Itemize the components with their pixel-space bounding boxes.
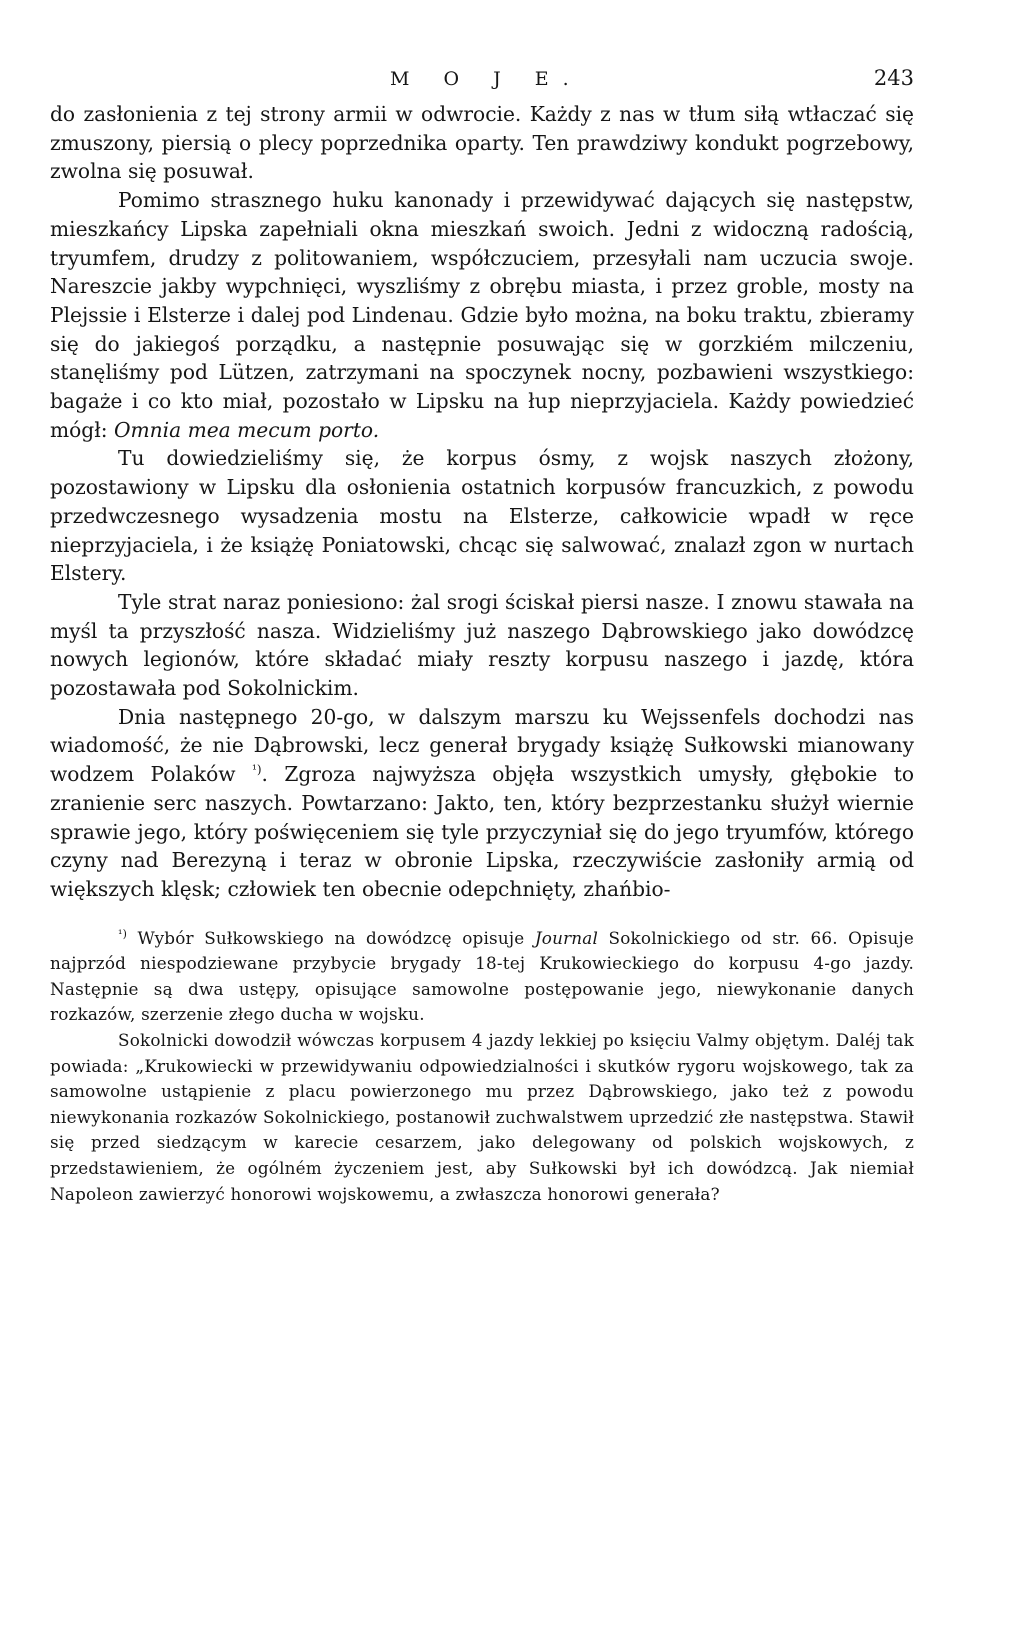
footnote-text-tail: Sokolnickiego od str. 66. Opisuje najprzód niespodziewane przybycie brygady 18-tej Krukowieckiego do korpusu 4-go jazdy. Następnie są dwa ustępy, opisujące samowolne postępowanie jego, niewykonanie danych rozkazów, szerzenie złego ducha w wojsku. [50, 927, 914, 1025]
book-page [50, 60, 914, 1207]
page-header [50, 60, 914, 100]
paragraph [50, 100, 914, 186]
paragraph [50, 703, 914, 904]
footnote-text: Sokolnicki dowodził wówczas korpusem 4 jazdy lekkiej po księciu Valmy objętym. Daléj tak powiada: „Krukowiecki w przewidywaniu odpowiedzialności i skutków rygoru wojskowego, tak za samowolne ustąpienie z placu powierzonego mu przez Dąbrowskiego, jako też z powodu niewykonania rozkazów Sokolnickiego, postanowił zuchwalstwem uprzedzić złe następstwa. Stawił się przed siedzącym w karecie cesarzem, jako delegowany od polskich wojskowych, z przedstawieniem, że ogólném życzeniem jest, aby Sułkowski był ich dowódzcą. Jak niemiał Napoleon zawierzyć honorowi wojskowemu, a zwłaszcza honorowi generała? [50, 1030, 914, 1204]
page-number: 243 [873, 66, 914, 90]
paragraph [50, 186, 914, 444]
running-head: M O J E. [390, 68, 583, 90]
footnote-mark: ¹) [118, 927, 128, 941]
paragraph-text-tail: . Zgroza najwyższa objęła wszystkich umysły, głębokie to zranienie serc naszych. Powtarzano: Jakto, ten, który bezprzestanku służył wiernie sprawie jego, który poświęceniem się tyle przyczyniał się do jego tryumfów, którego czyny nad Berezyną i teraz w obronie Lipska, rzeczywiście zasłoniły armią od większych klęsk; człowiek ten obecnie odepchnięty, zhańbio- [50, 762, 914, 901]
footnote-continuation [50, 1028, 914, 1207]
paragraph-text: Pomimo strasznego huku kanonady i przewidywać dających się następstw, mieszkańcy Lipska zapełniali okna mieszkań swoich. Jedni z widoczną radością, tryumfem, drudzy z politowaniem, współczuciem, przesyłali nam uczucia swoje. Nareszcie jakby wypchnięci, wyszliśmy z obrębu miasta, i przez groble, mosty na Plejssie i Elsterze i dalej pod Lindenau. Gdzie było można, na boku traktu, zbieramy się do jakiegoś porządku, a następnie posuwając się w gorzkiém milczeniu, stanęliśmy pod Lützen, zatrzymani na spoczynek nocny, pozbawieni wszystkiego: bagaże i co kto miał, pozostało w Lipsku na łup nieprzyjaciela. Każdy powiedzieć mógł: [50, 188, 914, 442]
paragraph-text: do zasłonienia z tej strony armii w odwrocie. Każdy z nas w tłum siłą wtłaczać się zmuszony, piersią o plecy poprzednika oparty. Ten prawdziwy kondukt pogrzebowy, zwolna się posuwał. [50, 102, 914, 184]
main-text [50, 100, 914, 904]
journal-title: Journal [534, 927, 599, 948]
paragraph-text: Tyle strat naraz poniesiono: żal srogi ściskał piersi nasze. I znowu stawała na myśl ta przyszłość nasza. Widzieliśmy już naszego Dąbrowskiego jako dowódzcę nowych legionów, które składać miały reszty korpusu naszego i jazdę, która pozostawała pod Sokolnickim. [50, 589, 914, 701]
paragraph-text: Dnia następnego 20-go, w dalszym marszu ku Wejssenfels dochodzi nas wiadomość, że nie Dąbrowski, lecz generał brygady książę Sułkowski mianowany wodzem Polaków [50, 704, 914, 787]
latin-quote: Omnia mea mecum porto. [113, 417, 380, 442]
footnote-reference: ¹) [252, 762, 262, 777]
footnote [50, 926, 914, 1028]
paragraph [50, 588, 914, 703]
paragraph [50, 444, 914, 588]
footnotes [50, 926, 914, 1208]
paragraph-text: Tu dowiedzieliśmy się, że korpus ósmy, z wojsk naszych złożony, pozostawiony w Lipsku dla osłonienia ostatnich korpusów francuzkich, z powodu przedwczesnego wysadzenia mostu na Elsterze, całkowicie wpadł w ręce nieprzyjaciela, i że książę Poniatowski, chcąc się salwować, znalazł zgon w nurtach Elstery. [50, 446, 914, 586]
footnote-text: Wybór Sułkowskiego na dowódzcę opisuje [127, 927, 535, 948]
